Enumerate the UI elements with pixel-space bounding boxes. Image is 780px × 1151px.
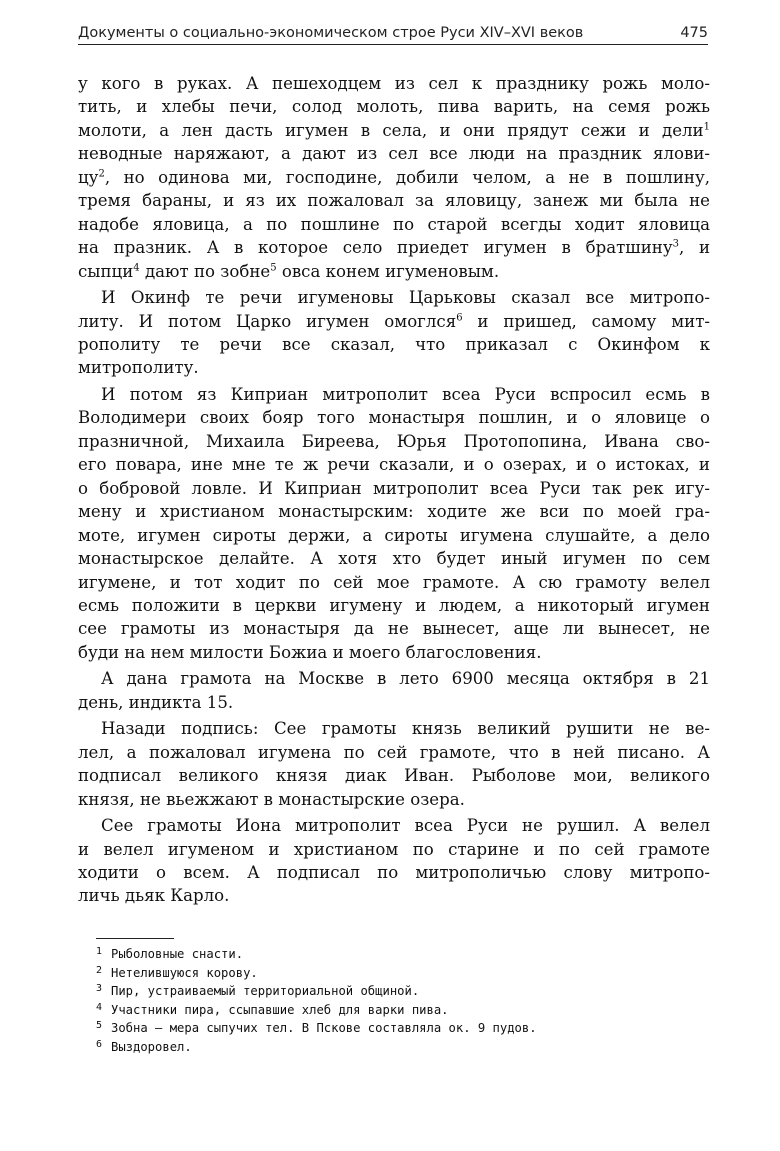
footnote [96, 981, 696, 1000]
text-run: подписал великого князя диак Иван. Рыболове мои, великого [78, 766, 710, 786]
text-line [78, 741, 710, 764]
text-line [78, 310, 710, 333]
footnote-text: Пир, устраиваемый территориальной общиной. [111, 984, 420, 999]
text-line [78, 119, 710, 142]
text-line [78, 641, 710, 664]
text-run: игумене, и тот ходит по сей мое грамоте. А сю грамоту велел [78, 572, 710, 592]
running-title: Документы о социально-экономическом строе Руси XIV–XVI веков [78, 25, 584, 41]
text-run: тремя бараны, и яз их пожаловал за яловицу, занеж ми была не [78, 191, 710, 211]
footnote-number: 1 [96, 946, 103, 957]
main-text [78, 72, 710, 908]
text-line [78, 838, 710, 861]
text-line [78, 814, 710, 837]
text-run: буди на нем милости Божиа и моего благословения. [78, 642, 542, 662]
text-run: сее грамоты из монастыря да не вынесет, аще ли вынесет, не [78, 619, 710, 639]
text-run: И Окинф те речи игуменовы Царьковы сказал все митропо- [101, 288, 710, 308]
page-number: 475 [680, 25, 708, 41]
text-run: празничной, Михаила Биреева, Юрья Протопопина, Ивана сво- [78, 431, 710, 451]
text-line [78, 717, 710, 740]
footnote [96, 1000, 696, 1019]
text-run: личь дьяк Карло. [78, 886, 230, 906]
footnote-text: Рыболовные снасти. [111, 947, 244, 961]
text-line [78, 213, 710, 236]
text-run: монастырское делайте. А хотя хто будет иный игумен по сем [78, 549, 710, 569]
text-line [78, 884, 710, 907]
text-run: И потом яз Киприан митрополит всеа Руси вспросил есмь в [101, 384, 710, 404]
text-line [78, 571, 710, 594]
text-run: и пришед, самому мит- [462, 311, 710, 331]
footnote-number: 5 [96, 1020, 103, 1032]
text-run: дают по зобне [139, 261, 271, 281]
text-line [78, 667, 710, 690]
text-run: день, индикта 15. [78, 692, 234, 712]
text-line [78, 453, 710, 476]
text-run: моте, игумен сироты держи, а сироты игумена слушайте, а дело [78, 525, 710, 545]
text-run: цу [78, 167, 99, 187]
text-line [78, 594, 710, 617]
text-line [78, 788, 710, 811]
footnotes [96, 944, 696, 1056]
footnote-number: 2 [96, 964, 103, 976]
footnote [96, 944, 696, 963]
text-run: неводные наряжают, а дают из сел все люди на праздник ялови- [78, 144, 710, 164]
text-line [78, 236, 710, 259]
text-run: князя, не вьежжают в монастырские озера. [78, 789, 465, 809]
footnote-ref: 6 [456, 312, 463, 323]
footnote-ref: 3 [672, 238, 679, 250]
text-run: , и [678, 238, 711, 258]
text-line [78, 500, 710, 523]
text-line [78, 95, 710, 118]
text-line [78, 286, 710, 309]
text-run: Сее грамоты Иона митрополит всеа Руси не рушил. А велел [101, 816, 710, 836]
footnote [96, 1037, 696, 1056]
text-line [78, 477, 710, 500]
text-run: Володимери своих бояр того монастыря пошлин, и о яловице о [78, 408, 710, 428]
text-run: ходити о всем. А подписал по митрополичью слову митропо- [78, 862, 710, 882]
footnote-ref: 1 [703, 121, 710, 133]
running-header [78, 22, 708, 45]
footnote [96, 1018, 696, 1037]
text-line [78, 524, 710, 547]
footnote-number: 6 [96, 1038, 103, 1050]
text-run: надобе яловица, а по пошлине по старой всегды ходит яловица [78, 214, 710, 234]
text-line [78, 430, 710, 453]
footnote-text: Нетелившуюся корову. [111, 965, 258, 980]
text-run: у кого в руках. А пешеходцем из сел к празднику рожь моло- [78, 74, 710, 93]
footnote-number: 4 [96, 1001, 103, 1013]
footnote-ref: 2 [98, 168, 105, 180]
text-run: овса конем игуменовым. [276, 261, 500, 281]
text-line [78, 260, 710, 283]
text-run: тить, и хлебы печи, солод молоть, пива варить, на семя рожь [78, 97, 710, 117]
text-line [78, 861, 710, 884]
footnote-separator [96, 938, 174, 939]
text-line [78, 383, 710, 406]
text-line [78, 617, 710, 640]
text-run: о бобровой ловле. И Киприан митрополит всеа Руси так рек игу- [78, 478, 710, 498]
text-run: молоти, а лен дасть игумен в села, и они прядут сежи и дели [78, 120, 704, 140]
footnote-ref: 5 [270, 262, 277, 274]
footnote-text: Выздоровел. [111, 1039, 192, 1054]
text-run: его повара, ине мне те ж речи сказали, и о озерах, и о истоках, и [78, 455, 710, 475]
text-line [78, 691, 710, 714]
text-run: Назади подпись: Сее грамоты князь великий рушити не ве- [101, 719, 710, 739]
text-line [78, 764, 710, 787]
footnote [96, 963, 696, 982]
footnote-ref: 4 [133, 262, 140, 274]
text-run: А дана грамота на Москве в лето 6900 месяца октября в 21 [101, 669, 710, 689]
text-run: сыпци [78, 261, 134, 281]
text-run: есмь положити в церкви игумену и людем, а никоторый игумен [78, 595, 710, 615]
text-line [78, 356, 710, 379]
text-line [78, 166, 710, 189]
text-line [78, 547, 710, 570]
text-line [78, 189, 710, 212]
text-run: на празник. А в которое село приедет игумен в братшину [78, 238, 673, 258]
text-run: , но одинова ми, господине, добили челом, а не в пошлину, [104, 167, 710, 187]
text-run: лел, а пожаловал игумена по сей грамоте, что в ней писано. А [78, 742, 710, 762]
text-line [78, 406, 710, 429]
footnote-text: Зобна — мера сыпучих тел. В Пскове составляла ок. 9 пудов. [111, 1021, 537, 1036]
text-line [78, 142, 710, 165]
text-run: мену и христианом монастырским: ходите же вси по моей гра- [78, 502, 710, 522]
footnote-text: Участники пира, ссыпавшие хлеб для варки пива. [111, 1002, 449, 1017]
text-run: митрополиту. [78, 358, 199, 378]
text-line [78, 333, 710, 356]
text-line [78, 72, 710, 95]
text-run: рополиту те речи все сказал, что приказал с Окинфом к [78, 334, 710, 354]
text-run: и велел игуменом и христианом по старине и по сей грамоте [78, 839, 710, 859]
footnote-number: 3 [96, 983, 103, 995]
text-run: литу. И потом Царко игумен омоглся [78, 311, 457, 331]
